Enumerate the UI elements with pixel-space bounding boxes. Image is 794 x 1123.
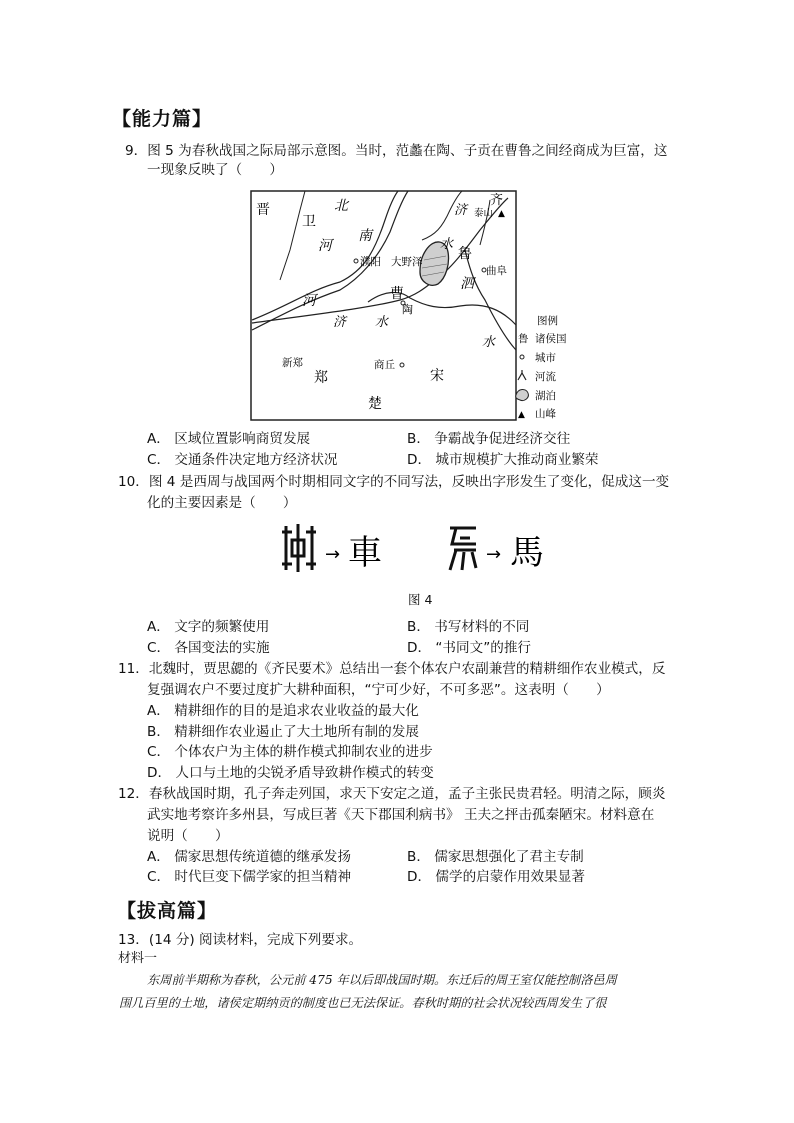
map-label-song: 宋 [430, 368, 444, 384]
map-label-wei: 卫 [302, 214, 316, 230]
map-label-chu: 楚 [368, 396, 382, 412]
legend-lake-icon [516, 389, 529, 400]
section-title-advanced: 【拔高篇】 [117, 900, 218, 922]
q9-stem-line2: 一现象反映了（ ） [147, 162, 283, 178]
legend-city-icon [520, 355, 524, 359]
map-label-jin: 晋 [256, 202, 270, 218]
q9-stem-line1: 9．图 5 为春秋战国之际局部示意图。当时，范蠡在陶、子贡在曹鲁之间经商成为巨富，这 [125, 143, 668, 159]
q10-option-c[interactable]: C． 各国变法的实施 [147, 640, 270, 656]
taishan-peak-icon: ▲ [498, 209, 505, 219]
q11-stem-line1: 11．北魏时，贾思勰的《齐民要术》总结出一套个体农户农副兼营的精耕细作农业模式，反 [118, 661, 666, 677]
q10-stem-line1: 10．图 4 是西周与战国两个时期相同文字的不同写法，反映出字形发生了变化，促成这一变 [118, 474, 670, 490]
q13-material-para2: 围几百里的土地，诸侯定期纳贡的制度也已无法保证。春秋时期的社会状况较西周发生了很 [119, 996, 607, 1010]
q12-stem-line2: 武实地考察许多州县，写成巨著《天下郡国利病书》 王夫之抨击孤秦陋宋。材料意在 [147, 807, 655, 823]
map-label-he2: 河 [302, 293, 316, 309]
map-label-shui3: 水 [482, 335, 496, 350]
map-label-xinzheng: 新郑 [282, 357, 303, 369]
figure4-char-che: 車 [348, 533, 382, 573]
map-label-taishan: 泰山 [474, 208, 494, 219]
map-label-qufu: 曲阜 [486, 265, 507, 277]
map-label-ji1: 济 [454, 203, 468, 218]
q13-material-para1: 东周前半期称为春秋，公元前 475 年以后即战国时期。东迁后的周王室仅能控制洛邑周 [147, 973, 617, 987]
q11-option-c[interactable]: C． 个体农户为主体的耕作模式抑制农业的进步 [147, 744, 433, 760]
q9-option-c[interactable]: C． 交通条件决定地方经济状况 [147, 452, 338, 468]
map-label-tao: 陶 [402, 303, 413, 316]
q13-material-label: 材料一 [118, 951, 158, 966]
q10-stem-line2: 化的主要因素是（ ） [147, 495, 297, 511]
q10-option-a[interactable]: A． 文字的频繁使用 [147, 619, 270, 635]
legend-label-river: 河流 [535, 371, 556, 383]
map-label-shui2: 水 [375, 315, 389, 330]
legend-peak-icon: ▲ [518, 410, 525, 420]
q10-option-b[interactable]: B． 书写材料的不同 [407, 619, 530, 635]
q12-stem-line1: 12．春秋战国时期，孔子奔走列国，求天下安定之道，孟子主张民贵君轻。明清之际，顾炎 [118, 786, 666, 802]
ancient-ma-glyph [450, 528, 476, 570]
figure4-caption: 图 4 [408, 592, 433, 607]
q12-option-b[interactable]: B． 儒家思想强化了君主专制 [407, 849, 584, 865]
legend-title: 图例 [537, 315, 558, 327]
q11-option-d[interactable]: D． 人口与土地的尖锐矛盾导致耕作模式的转变 [147, 765, 434, 781]
q11-stem-line2: 复强调农户不要过度扩大耕种面积，“宁可少好，不可多恶”。这表明（ ） [147, 682, 610, 698]
map-label-shui1: 水 [440, 237, 454, 252]
legend-label-peak: 山峰 [535, 408, 556, 420]
map-label-ji2: 济 [333, 315, 347, 330]
q12-option-d[interactable]: D． 儒学的启蒙作用效果显著 [407, 869, 585, 885]
ancient-che-glyph [282, 524, 316, 572]
q12-option-c[interactable]: C． 时代巨变下儒学家的担当精神 [147, 869, 352, 885]
map-label-zheng: 郑 [314, 370, 328, 386]
map-label-cao: 曹 [390, 286, 404, 302]
q12-option-a[interactable]: A． 儒家思想传统道德的继承发扬 [147, 849, 351, 865]
q9-option-b[interactable]: B． 争霸战争促进经济交往 [407, 431, 571, 447]
map-label-qi: 齐 [490, 193, 504, 208]
legend-symbol-state: 鲁 [518, 333, 529, 345]
q11-option-a[interactable]: A． 精耕细作的目的是追求农业收益的最大化 [147, 703, 419, 719]
map-label-bei: 北 [334, 198, 348, 214]
q9-option-a[interactable]: A． 区域位置影响商贸发展 [147, 431, 311, 447]
section-title-ability: 【能力篇】 [112, 108, 213, 130]
legend-river-icon [518, 370, 526, 380]
q12-stem-line3: 说明（ ） [147, 828, 229, 844]
map-label-shangqiu: 商丘 [374, 359, 395, 371]
map-figure [250, 190, 580, 422]
map-label-si: 泗 [460, 276, 474, 292]
legend-label-city: 城市 [535, 352, 556, 364]
map-label-puyang: 濮阳 [360, 256, 381, 268]
figure4-char-ma: 馬 [510, 533, 544, 573]
q10-option-d[interactable]: D． “书同文”的推行 [407, 640, 532, 656]
legend-label-lake: 湖泊 [535, 390, 556, 402]
legend-label-state: 诸侯国 [535, 333, 567, 345]
map-label-nan: 南 [358, 228, 372, 244]
figure4-arrow-2: → [486, 544, 502, 565]
figure4-characters [280, 518, 550, 578]
map-label-dayeze: 大野泽 [391, 256, 423, 268]
figure4-arrow-1: → [325, 544, 341, 565]
map-label-lu: 鲁 [458, 246, 472, 262]
q13-stem: 13．(14 分) 阅读材料，完成下列要求。 [118, 932, 363, 948]
q9-option-d[interactable]: D． 城市规模扩大推动商业繁荣 [407, 452, 599, 468]
map-label-he1: 河 [318, 238, 332, 254]
q11-option-b[interactable]: B． 精耕细作农业遏止了大土地所有制的发展 [147, 724, 419, 740]
